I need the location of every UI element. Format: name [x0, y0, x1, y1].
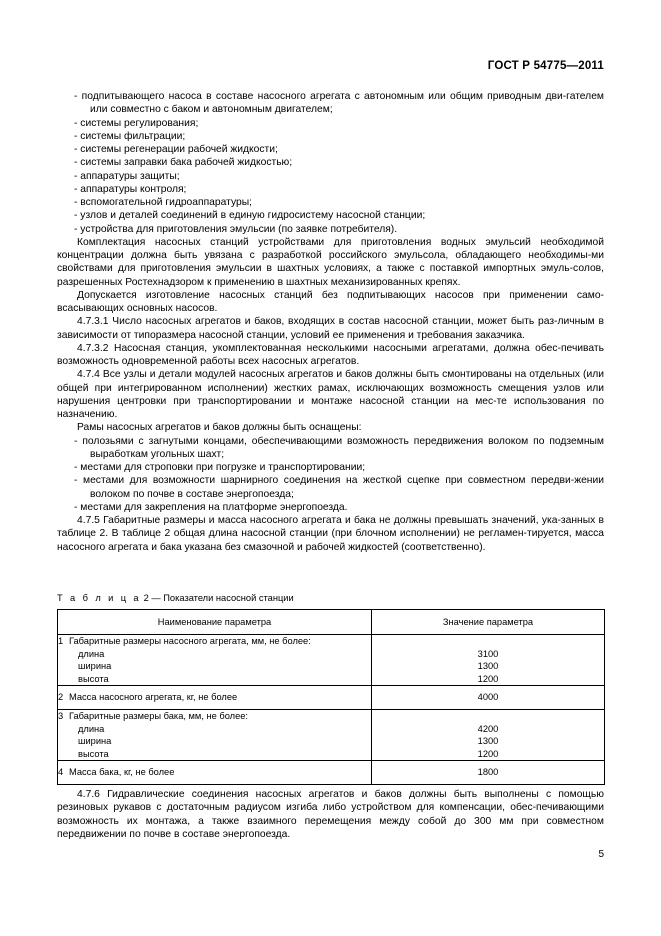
row-name-text: Габаритные размеры насосного агрегата, мм, не более:	[69, 636, 311, 646]
value-text: 1200	[477, 748, 499, 759]
clause-4-7-4: 4.7.4 Все узлы и детали модулей насосных агрегатов и баков должны быть смонтированы на отдельных (или общей при интегрированном исполнении) жестких рамах, исключающих возможность смещения узлов или нарушения центровки при транспортировании и монтаже насосной станции на мес-те использования по назначению.	[57, 369, 604, 420]
clause-4-7-3-2: 4.7.3.2 Насосная станция, укомплектованная несколькими насосными агрегатами, должна обес-печивать возможность одновременной работы всех насосных агрегатов.	[57, 342, 604, 367]
sub-label: высота	[78, 748, 109, 759]
list-item: - системы регулирования;	[74, 117, 199, 129]
cell-parameter-value	[372, 761, 605, 785]
table-header-row	[58, 610, 605, 635]
list-item: - системы заправки бака рабочей жидкостью;	[74, 157, 293, 169]
cell-parameter-name	[58, 635, 372, 686]
table-row	[58, 761, 605, 785]
list-item: - местами для возможности шарнирного соединения на жесткой сцепке при совместном передви-жении волоком по почве в составе энергопоезда;	[74, 475, 604, 500]
column-header-value: Значение параметра	[372, 610, 605, 635]
column-header-name: Наименование параметра	[58, 610, 372, 635]
parameters-table	[57, 609, 605, 785]
list-item: - узлов и деталей соединений в единую гидросистему насосной станции;	[74, 210, 426, 222]
list-item: - вспомогательной гидроаппаратуры;	[74, 197, 252, 208]
list-item: - системы фильтрации;	[74, 130, 186, 142]
sub-label: ширина	[78, 661, 112, 672]
cell-parameter-name	[58, 709, 372, 760]
list-item: - полозьями с загнутыми концами, обеспечивающими возможность передвижения волоком по подземным выработкам угольных шахт;	[74, 435, 604, 460]
table-row	[58, 686, 605, 710]
list-item: - местами для закрепления на платформе энергопоезда.	[74, 501, 348, 513]
paragraph-allowance: Допускается изготовление насосных станций без подпитывающих насосов при применении само-всасывающих основных насосов.	[57, 289, 604, 314]
row-number: 1	[58, 636, 64, 646]
sub-label: длина	[78, 648, 105, 659]
list-item: - системы регенерации рабочей жидкости;	[74, 144, 278, 155]
value-text: 1200	[477, 673, 499, 684]
sub-label: длина	[78, 723, 105, 734]
page-title: ГОСТ Р 54775—2011	[487, 60, 604, 72]
value-text: 4200	[477, 723, 499, 734]
value-text: 4000	[477, 692, 499, 703]
list-item: - аппаратуры защиты;	[74, 170, 180, 182]
cell-parameter-name	[58, 761, 372, 785]
table-row	[58, 635, 605, 686]
sub-label: ширина	[78, 736, 112, 747]
paragraph-complectation: Комплектация насосных станций устройствами для приготовления водных эмульсий необходимой концентрации должна быть увязана с разработкой российского эмульсола, обладающего необходимы-ми свойствами для приготовления эмульсии в шахтных условиях, а также с поставкой импортных эмуль-солов, разрешенных Ростехнадзором к применению в шахтных механизированных крепях.	[57, 236, 604, 288]
cell-parameter-value	[372, 686, 605, 710]
value-text: 3100	[477, 648, 499, 659]
document-body	[57, 90, 604, 554]
value-text: 1300	[477, 661, 499, 672]
clause-4-7-3-1: 4.7.3.1 Число насосных агрегатов и баков, входящих в состав насосной станции, может быть раз-личным в зависимости от типоразмера насосной станции, условий ее применения и требования заказчика.	[57, 316, 604, 341]
clause-4-7-6: 4.7.6 Гидравлические соединения насосных агрегатов и баков должны быть выполнены с помощью резиновых рукавов с достаточным радиусом изгиба либо устройством для компенсации, обес-печивающими возможность их монтажа, а также взаимного перемещения между собой до 300 мм при совместном передвижении по почве в составе энергопоезда.	[57, 789, 604, 840]
row-number: 4	[58, 767, 64, 778]
table-caption-label: Т а б л и ц а	[57, 593, 141, 603]
paragraph-frames-intro: Рамы насосных агрегатов и баков должны быть оснащены:	[77, 422, 362, 434]
cell-parameter-value	[372, 635, 605, 686]
table-row	[58, 709, 605, 760]
cell-parameter-name	[58, 686, 372, 710]
row-name-text: Габаритные размеры бака, мм, не более:	[69, 710, 249, 721]
footer-paragraph-section	[57, 788, 604, 841]
row-name-text: Масса насосного агрегата, кг, не более	[69, 692, 238, 703]
cell-parameter-value	[372, 709, 605, 760]
table-caption-title: Показатели насосной станции	[163, 593, 294, 603]
clause-4-7-5: 4.7.5 Габаритные размеры и масса насосного агрегата и бака не должны превышать значений, ука-занных в таблице 2. В таблице 2 общая длина насосной станции (при блочном исполнении) не регламен-тируется, масса насосного агрегата и бака указана без смазочной и рабочей жидкостей (соответственно).	[57, 515, 604, 553]
table-caption	[57, 593, 294, 603]
row-number: 3	[58, 710, 64, 721]
list-item: - аппаратуры контроля;	[74, 183, 187, 195]
sub-label: высота	[78, 673, 109, 684]
list-item: - местами для строповки при погрузке и транспортировании;	[74, 462, 366, 473]
value-text: 1300	[477, 736, 499, 747]
list-item: - подпитывающего насоса в составе насосного агрегата с автономным или общим приводным дви-гателем или совместно с баком и автономным двигателем;	[74, 91, 604, 116]
page-number: 5	[598, 849, 604, 860]
table-caption-number: 2	[143, 593, 149, 603]
row-name-text: Масса бака, кг, не более	[69, 767, 175, 778]
table-caption-dash: —	[151, 593, 161, 603]
value-text: 1800	[477, 767, 499, 778]
list-item: - устройства для приготовления эмульсии (по заявке потребителя).	[74, 223, 398, 235]
row-number: 2	[58, 692, 64, 703]
